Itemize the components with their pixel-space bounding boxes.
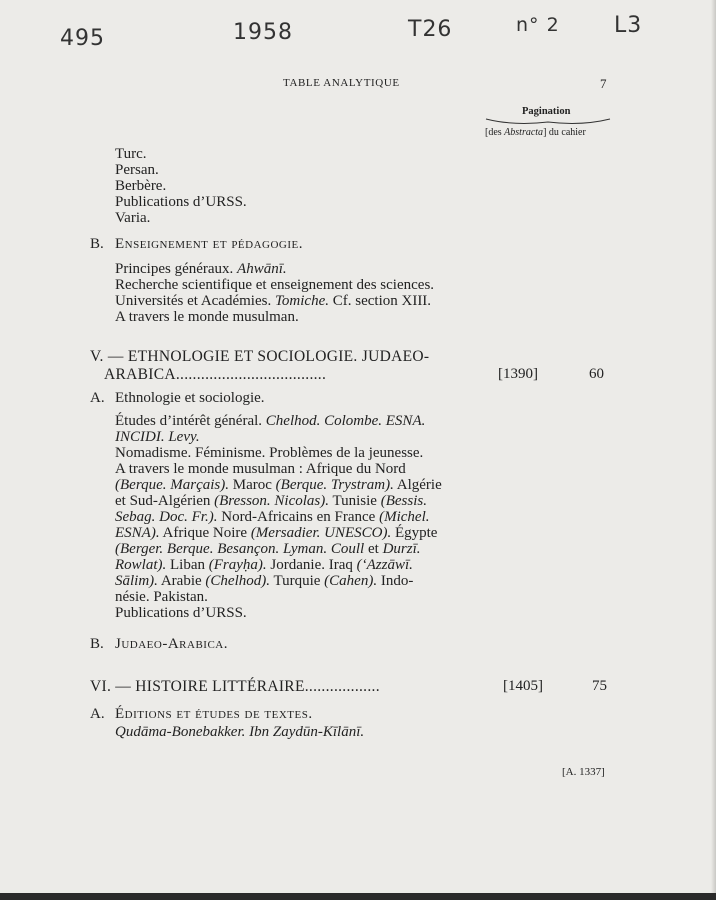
entry-line: ESNA). Afrique Noire (Mersadier. UNESCO). Égypte — [115, 525, 438, 541]
entry-line: Nomadisme. Féminisme. Problèmes de la jeunesse. — [115, 445, 424, 461]
footer-reference: [A. 1337] — [562, 766, 605, 778]
page-title: TABLE ANALYTIQUE — [283, 77, 400, 89]
subsection-title: Enseignement et pédagogie. — [115, 236, 304, 252]
page-number: 7 — [600, 76, 607, 91]
entry-line: Publications d’URSS. — [115, 605, 247, 621]
handwritten-note-4: n° 2 — [516, 14, 560, 36]
entry-line: Rowlat). Liban (Frayḥa). Jordanie. Iraq (‘Azzāwī. — [115, 557, 413, 573]
pagination-brace — [484, 117, 612, 127]
entry-line: Universités et Académies. Tomiche. Cf. section XIII. — [115, 293, 432, 309]
subsection-label: A. — [90, 390, 105, 406]
subsection-label: A. — [90, 706, 105, 722]
handwritten-note-2: 1958 — [233, 20, 293, 45]
entry-line: Recherche scientifique et enseignement des sciences. — [115, 277, 435, 293]
entry-line: A travers le monde musulman : Afrique du Nord — [115, 461, 406, 477]
handwritten-note-3: T26 — [408, 17, 453, 42]
list-item: Turc. — [115, 146, 147, 162]
section-heading-cont: ARABICA.................................... — [104, 366, 327, 383]
entry-line: Sebag. Doc. Fr.). Nord-Africains en France (Michel. — [115, 509, 430, 525]
page-ref: 75 — [592, 678, 607, 694]
abstract-ref: [1390] — [498, 366, 538, 382]
handwritten-note-5: L3 — [614, 13, 643, 38]
entry-line: (Berger. Berque. Besançon. Lyman. Coull et Durzī. — [115, 541, 421, 557]
entry-line: et Sud-Algérien (Bresson. Nicolas). Tunisie (Bessis. — [115, 493, 427, 509]
entry-line: INCIDI. Levy. — [115, 429, 200, 445]
list-item: Berbère. — [115, 178, 167, 194]
entry-line: nésie. Pakistan. — [115, 589, 208, 605]
entry-line: Études d’intérêt général. Chelhod. Colombe. ESNA. — [115, 413, 426, 429]
entry-line: (Berque. Marçais). Maroc (Berque. Trystram). Algérie — [115, 477, 442, 493]
subsection-title: Éditions et études de textes. — [115, 706, 313, 722]
subsection-label: B. — [90, 236, 104, 252]
pagination-sublabel: [des Abstracta] du cahier — [485, 127, 586, 138]
handwritten-note-1: 495 — [60, 26, 105, 51]
entry-line: Principes généraux. Ahwānī. — [115, 261, 287, 277]
entry-line: Sālim). Arabie (Chelhod). Turquie (Cahen). Indo- — [115, 573, 414, 589]
entry-line: A travers le monde musulman. — [115, 309, 299, 325]
page-ref: 60 — [589, 366, 604, 382]
subsection-label: B. — [90, 636, 104, 652]
scan-bottom-edge — [0, 893, 716, 900]
pagination-label: Pagination — [522, 106, 571, 117]
list-item: Varia. — [115, 210, 151, 226]
entry-line: Qudāma-Bonebakker. Ibn Zaydūn-Kīlānī. — [115, 724, 365, 740]
subsection-title: Ethnologie et sociologie. — [115, 390, 265, 406]
list-item: Publications d’URSS. — [115, 194, 247, 210]
abstract-ref: [1405] — [503, 678, 543, 694]
page-edge-shadow — [711, 0, 716, 900]
list-item: Persan. — [115, 162, 159, 178]
subsection-title: Judaeo-Arabica. — [115, 636, 228, 652]
section-heading: VI. — HISTOIRE LITTÉRAIRE.................. — [90, 678, 380, 695]
section-heading: V. — ETHNOLOGIE ET SOCIOLOGIE. JUDAEO- — [90, 348, 430, 365]
